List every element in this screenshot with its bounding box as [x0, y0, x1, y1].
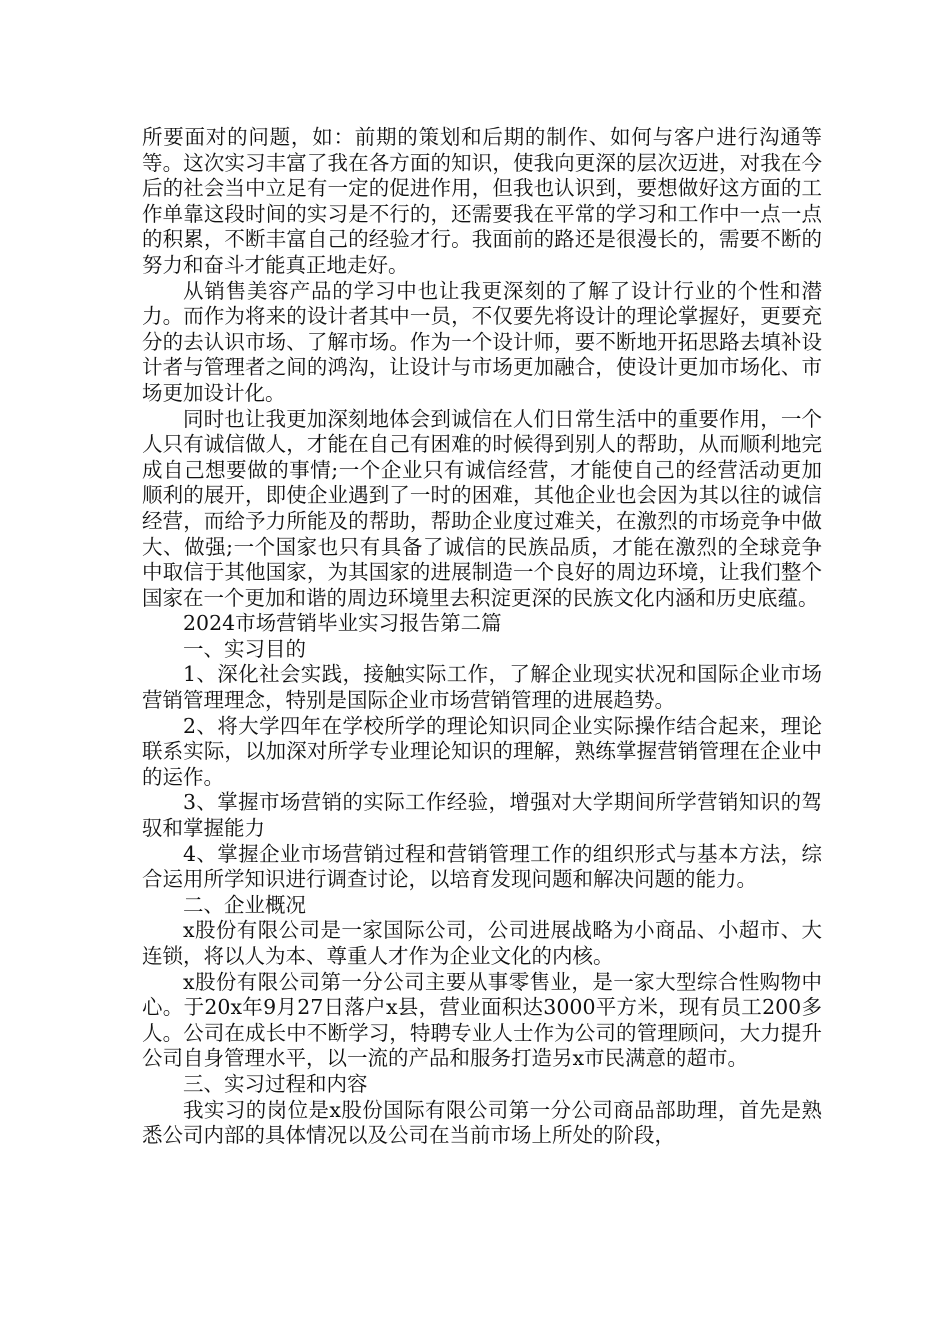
- list-item-purpose-1: 1、深化社会实践，接触实际工作，了解企业现实状况和国际企业市场营销管理理念，特别是国际企业市场营销管理的进展趋势。: [142, 662, 822, 713]
- report-title: 2024市场营销毕业实习报告第二篇: [183, 611, 502, 636]
- paragraph-company-intro: x股份有限公司是一家国际公司，公司进展战略为小商品、小超市、大连锁，将以人为本、尊重人才作为企业文化的内核。: [142, 918, 822, 968]
- paragraph-design-industry: 从销售美容产品的学习中也让我更深刻的了解了设计行业的个性和潜力。而作为将来的设计者其中一员，不仅要先将设计的理论掌握好，更要充分的去认识市场、了解市场。作为一个设计师，要不断地开拓思路去填补设计者与管理者之间的鸿沟，让设计与市场更加融合，使设计更加市场化、市场更加设计化。: [142, 278, 822, 405]
- section-heading-company: 二、企业概况: [183, 892, 306, 917]
- list-item-purpose-3: 3、掌握市场营销的实际工作经验，增强对大学期间所学营销知识的驾驭和掌握能力: [142, 790, 822, 841]
- list-item-purpose-2: 2、将大学四年在学校所学的理论知识同企业实际操作结合起来，理论联系实际，以加深对所学专业理论知识的理解，熟练掌握营销管理在企业中的运作。: [142, 713, 822, 789]
- paragraph-branch-intro: x股份有限公司第一分公司主要从事零售业，是一家大型综合性购物中心。于20x年9月27日落户x县，营业面积达3000平方米，现有员工200多人。公司在成长中不断学习，特聘专业人士作为公司的管理顾问，大力提升公司自身管理水平，以一流的产品和服务打造另x市民满意的超市。: [142, 969, 822, 1071]
- section-heading-purpose: 一、实习目的: [183, 636, 306, 661]
- section-heading-process: 三、实习过程和内容: [183, 1071, 368, 1096]
- paragraph-study-reflection: 所要面对的问题，如：前期的策划和后期的制作、如何与客户进行沟通等等。这次实习丰富了我在各方面的知识，使我向更深的层次迈进，对我在今后的社会当中立足有一定的促进作用，但我也认识到，要想做好这方面的工作单靠这段时间的实习是不行的，还需要我在平常的学习和工作中一点一点的积累，不断丰富自己的经验才行。我面前的路还是很漫长的，需要不断的努力和奋斗才能真正地走好。: [142, 125, 822, 277]
- paragraph-internship-role: 我实习的岗位是x股份国际有限公司第一分公司商品部助理，首先是熟悉公司内部的具体情况以及公司在当前市场上所处的阶段，: [142, 1097, 822, 1148]
- document-page: [142, 125, 822, 1149]
- paragraph-integrity: 同时也让我更加深刻地体会到诚信在人们日常生活中的重要作用，一个人只有诚信做人，才能在自己有困难的时候得到别人的帮助，从而顺利地完成自己想要做的事情;一个企业只有诚信经营，才能使自己的经营活动更加顺利的展开，即使企业遇到了一时的困难，其他企业也会因为其以往的诚信经营，而给予力所能及的帮助，帮助企业度过难关，在激烈的市场竞争中做大、做强;一个国家也只有具备了诚信的民族品质，才能在激烈的全球竞争中取信于其他国家，为其国家的进展制造一个良好的周边环境，让我们整个国家在一个更加和谐的周边环境里去积淀更深的民族文化内涵和历史底蕴。: [142, 406, 822, 610]
- list-item-purpose-4: 4、掌握企业市场营销过程和营销管理工作的组织形式与基本方法，综合运用所学知识进行调查讨论，以培育发现问题和解决问题的能力。: [142, 841, 822, 892]
